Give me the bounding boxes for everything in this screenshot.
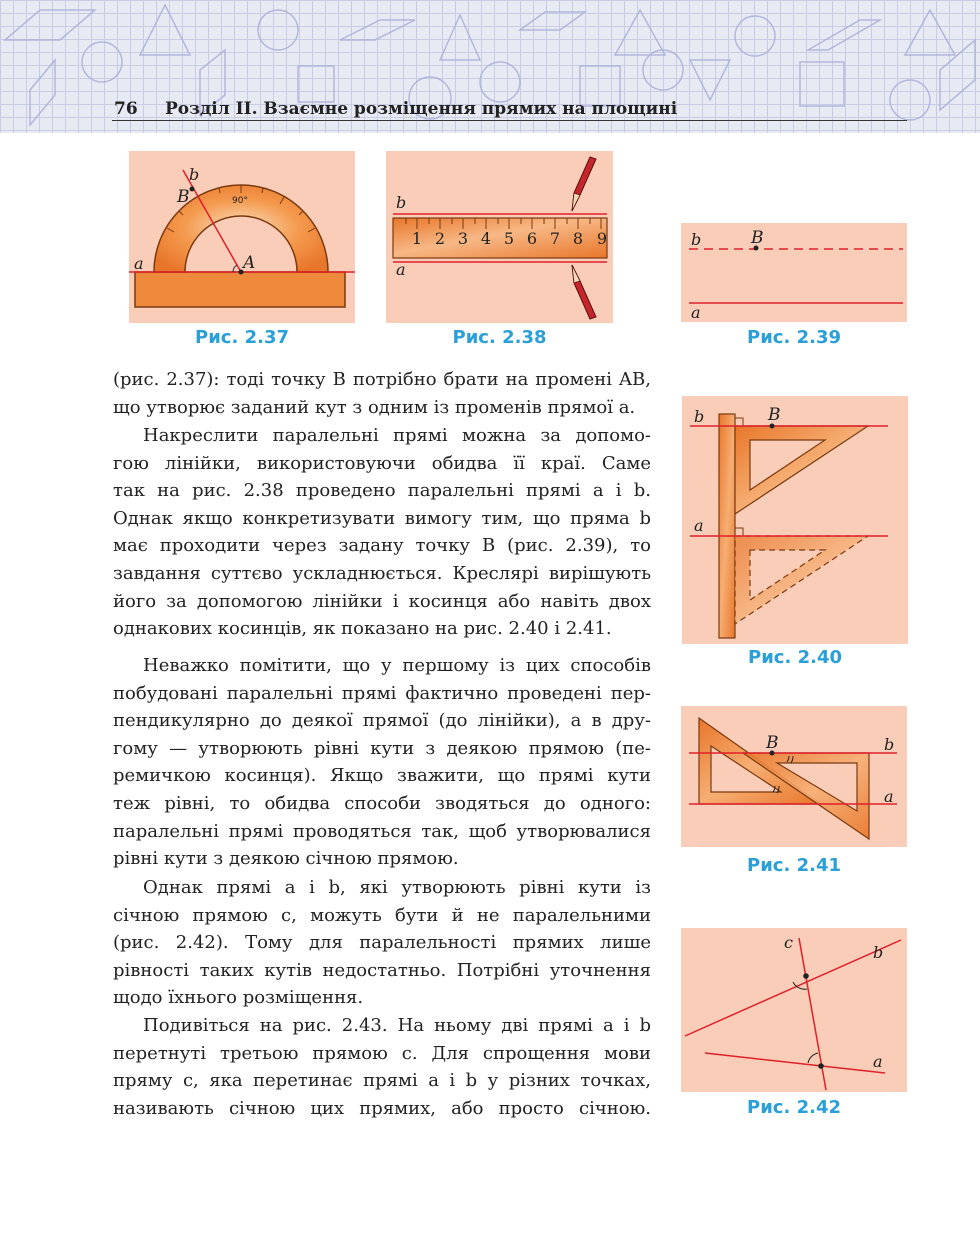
label-b: b: [691, 230, 702, 249]
label-a: a: [691, 303, 701, 322]
page-number: 76: [114, 99, 138, 119]
ruler-number: 2: [434, 229, 446, 248]
figure-2-39: [681, 223, 907, 322]
figure-2-37: [129, 151, 355, 323]
label-b: b: [189, 165, 200, 184]
text-line: ремичкою косинця). Якщо зважити, що прямі кути: [113, 765, 651, 787]
label-B: B: [768, 405, 781, 425]
text-line: (рис. 2.42). Тому для паралельності прямих лише: [113, 932, 651, 954]
text-line: січною прямою c, можуть бути й не паралельними: [113, 904, 651, 926]
text-line: теж рівні, то обидва способи зводяться до одного:: [113, 792, 651, 814]
ruler-number: 4: [480, 229, 492, 248]
pencil-icon: [572, 157, 596, 211]
caption-2-39: Рис. 2.39: [747, 327, 841, 348]
text-line: пряму c, яка перетинає прямі a і b у різних точках,: [113, 1070, 651, 1092]
text-line: рівності таких кутів недостатньо. Потрібні уточнення: [113, 959, 651, 981]
text-line: Неважко помітити, що у першому із цих способів: [143, 655, 651, 676]
page-header: [0, 0, 980, 133]
text-line: щодо їхнього розміщення.: [113, 987, 364, 1009]
ruler-number: 3: [457, 229, 469, 248]
figure-2-41: [681, 706, 907, 847]
label-a: a: [873, 1052, 883, 1071]
text-line: гому — утворюють рівні кути з деякою прямою (пе-: [113, 737, 651, 759]
label-a: a: [884, 787, 894, 806]
label-B: B: [766, 733, 779, 753]
text-line: Накреслити паралельні прямі можна за допомо-: [143, 425, 651, 446]
label-B: B: [177, 187, 190, 207]
pencil-icon: [572, 265, 596, 319]
label-a: a: [396, 260, 406, 279]
text-line: пендикулярно до деякої прямої (до лінійки), а в дру-: [113, 710, 651, 732]
text-line: Однак якщо конкретизувати вимогу тим, що пряма b: [113, 507, 651, 529]
text-line: (рис. 2.37): тоді точку B потрібно брати на промені AB,: [113, 369, 651, 390]
paragraph-3: [113, 652, 651, 873]
ruler-number: 6: [526, 229, 538, 248]
ruler-number: 5: [503, 229, 515, 248]
text-line: побудовані паралельні прямі фактично проведені пер-: [113, 682, 651, 704]
text-line: завдання суттєво ускладнюється. Креслярі вирішують: [113, 562, 651, 584]
text-line: паралельні прямі проводяться так, щоб утворювалися: [113, 820, 651, 842]
header-rule: [112, 120, 907, 121]
label-b: b: [694, 407, 705, 426]
text-line: має проходити через задану точку B (рис. 2.39), то: [113, 535, 651, 557]
paragraph-2: [113, 422, 651, 643]
figure-2-40: [682, 396, 908, 644]
chapter-title: Розділ II. Взаємне розміщення прямих на площині: [165, 99, 678, 119]
text-line: однакових косинців, як показано на рис. 2.40 і 2.41.: [113, 618, 612, 640]
paragraph-4: [113, 874, 651, 1012]
caption-2-42: Рис. 2.42: [747, 1097, 841, 1118]
text-line: перетнуті третьою прямою c. Для спрощення мови: [113, 1042, 651, 1064]
text-line: що утворює заданий кут з одним із променів прямої a.: [113, 396, 636, 418]
label-deg: 90°: [232, 196, 248, 206]
text-line: Подивіться на рис. 2.43. На ньому дві прямі a і b: [143, 1015, 651, 1036]
text-line: гою лінійки, використовуючи обидва її краї. Саме: [113, 452, 651, 474]
caption-2-41: Рис. 2.41: [747, 855, 841, 876]
label-b: b: [396, 193, 407, 212]
label-a: a: [694, 516, 704, 535]
text-line: його за допомогою лінійки і косинця або навіть двох: [113, 590, 651, 612]
text-line: називають січною цих прямих, або просто січною.: [113, 1097, 651, 1119]
label-A: A: [243, 253, 256, 273]
label-B: B: [751, 228, 764, 248]
caption-2-40: Рис. 2.40: [748, 647, 842, 668]
ruler-number: 7: [549, 229, 561, 248]
label-c: c: [784, 933, 793, 952]
label-b: b: [873, 943, 884, 962]
figure-2-42: [681, 928, 907, 1092]
caption-2-37: Рис. 2.37: [195, 327, 289, 348]
ruler-number: 9: [596, 229, 608, 248]
text-line: Однак прямі a і b, які утворюють рівні кути із: [143, 877, 651, 898]
text-line: рівні кути з деякою січною прямою.: [113, 848, 459, 870]
label-b: b: [884, 735, 895, 754]
caption-2-38: Рис. 2.38: [452, 327, 547, 348]
paragraph-5: [113, 1012, 651, 1122]
figure-2-38: [386, 151, 613, 323]
ruler-number: 1: [411, 229, 423, 248]
paragraph-1: [113, 366, 651, 421]
label-a: a: [134, 254, 144, 273]
ruler-number: 8: [572, 229, 584, 248]
text-line: так на рис. 2.38 проведено паралельні прямі a і b.: [113, 480, 651, 502]
